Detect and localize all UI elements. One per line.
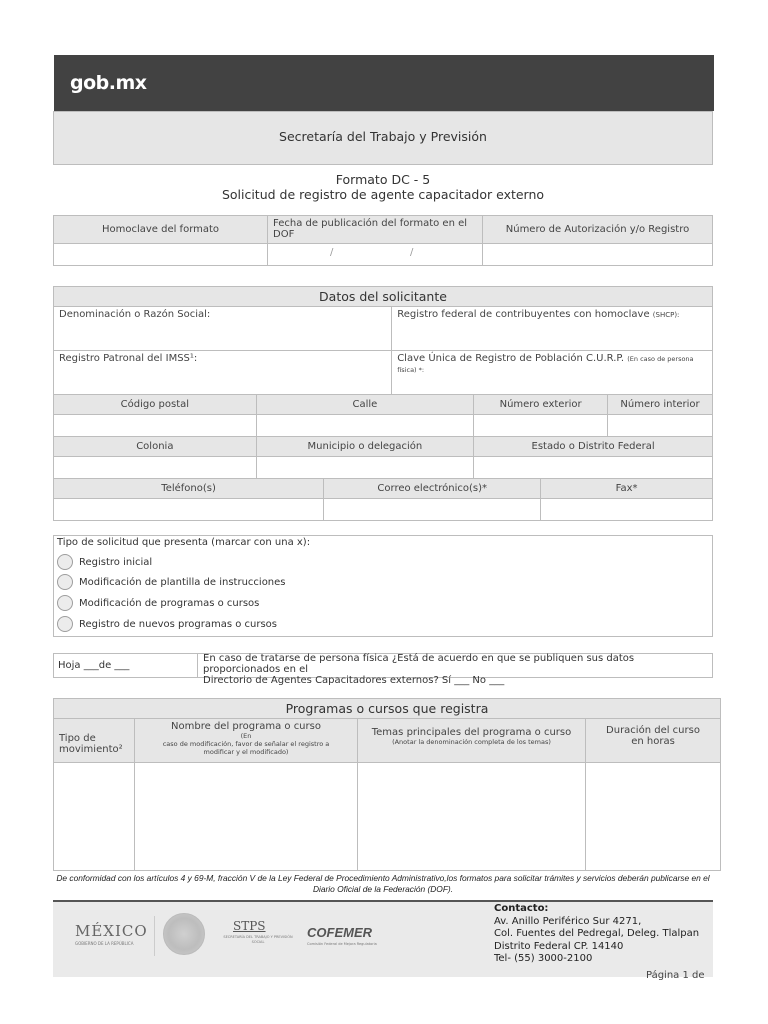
radio-button[interactable] <box>57 595 73 611</box>
homoclave-header: Homoclave del formato <box>54 216 268 244</box>
temas-note: (Anotar la denominación completa de los temas) <box>392 738 551 746</box>
calle-field[interactable] <box>256 415 473 437</box>
temas-field[interactable] <box>358 763 586 871</box>
programas-table <box>53 698 721 871</box>
option-label: Registro inicial <box>79 557 153 568</box>
colonia-field[interactable] <box>54 457 257 479</box>
temas-header <box>358 719 586 763</box>
curp-label: Clave Única de Registro de Población C.U.R.P. <box>397 353 625 364</box>
publicacion-question-text: En caso de tratarse de persona física ¿Está de acuerdo en que se publiquen sus datos proporcionados en el <box>203 653 635 675</box>
nombre-programa-field[interactable] <box>135 763 358 871</box>
razon-social-field[interactable] <box>54 307 392 351</box>
contact-phone: Tel- (55) 3000-2100 <box>494 953 593 964</box>
coat-of-arms-icon <box>163 913 205 955</box>
nombre-programa-note-2: caso de modificación, favor de señalar el registro a modificar y el modificado) <box>162 740 330 756</box>
mexico-logo: MÉXICO <box>75 922 148 940</box>
option-label: Registro de nuevos programas o cursos <box>79 619 278 630</box>
rfc-field[interactable] <box>392 307 713 351</box>
option-modificacion-programas[interactable] <box>57 595 259 611</box>
numero-exterior-field[interactable] <box>474 415 608 437</box>
tipo-solicitud-label: Tipo de solicitud que presenta (marcar con una x): <box>57 537 311 548</box>
secretaria-title: Secretaría del Trabajo y Previsión <box>279 129 487 144</box>
publicacion-question <box>203 653 673 686</box>
publicacion-question-cut: Directorio de Agentes Capacitadores externos? Sí ___ No ___ <box>203 675 505 686</box>
stps-logo-subtitle: SECRETARÍA DEL TRABAJO Y PREVISIÓN SOCIAL <box>223 935 293 944</box>
tipo-movimiento-field[interactable] <box>54 763 135 871</box>
nombre-programa-header <box>135 719 358 763</box>
secretaria-bar <box>53 111 713 165</box>
fecha-publicacion-header: Fecha de publicación del formato en el DOF <box>268 216 483 244</box>
temas-label: Temas principales del programa o curso <box>371 727 572 738</box>
logo-divider <box>154 916 155 956</box>
imss-label: Registro Patronal del IMSS¹: <box>59 353 198 364</box>
contact-address-1: Av. Anillo Periférico Sur 4271, <box>494 915 642 927</box>
numero-interior-header: Número interior <box>608 395 713 415</box>
colonia-header: Colonia <box>54 437 257 457</box>
option-nuevos-programas[interactable] <box>57 616 277 632</box>
curp-note: (En caso de persona física) *: <box>397 355 694 374</box>
format-table <box>53 215 713 266</box>
solicitante-section-title: Datos del solicitante <box>54 287 713 307</box>
date-separator: / <box>410 247 414 258</box>
correo-header: Correo electrónico(s)* <box>324 479 541 499</box>
nombre-programa-note: (En <box>240 732 252 740</box>
hoja-label: Hoja ___de ___ <box>58 660 130 671</box>
numero-interior-field[interactable] <box>608 415 713 437</box>
estado-header: Estado o Distrito Federal <box>474 437 713 457</box>
legal-note: De conformidad con los artículos 4 y 69-M, fracción V de la Ley Federal de Procedimiento Administrativo,los formatos para solicitar trámites y servicios deberán publicarse en el Diario Oficial de la Federación (DOF). <box>56 873 710 894</box>
rfc-note: (SHCP): <box>652 311 680 319</box>
option-registro-inicial[interactable] <box>57 554 152 570</box>
calle-header: Calle <box>256 395 473 415</box>
duracion-header: Duración del curso en horas <box>586 719 721 763</box>
duracion-field[interactable] <box>586 763 721 871</box>
radio-button[interactable] <box>57 616 73 632</box>
stps-logo: STPS <box>233 919 266 933</box>
option-label: Modificación de programas o cursos <box>79 598 260 609</box>
cofemer-logo-subtitle: Comisión Federal de Mejora Regulatoria <box>307 942 377 946</box>
fax-field[interactable] <box>541 499 713 521</box>
option-label: Modificación de plantilla de instrucciones <box>79 577 286 588</box>
telefono-field[interactable] <box>54 499 324 521</box>
rfc-label: Registro federal de contribuyentes con homoclave <box>397 309 650 320</box>
imss-field[interactable] <box>54 351 392 395</box>
contact-address-3: Distrito Federal CP. 14140 <box>494 940 624 952</box>
header-bar <box>54 55 714 111</box>
option-modificacion-plantilla[interactable] <box>57 574 286 590</box>
homoclave-field[interactable] <box>54 244 268 266</box>
fax-header: Fax* <box>541 479 713 499</box>
correo-field[interactable] <box>324 499 541 521</box>
form-title: Solicitud de registro de agente capacitador externo <box>221 187 545 202</box>
curp-field[interactable] <box>392 351 713 395</box>
razon-social-label: Denominación o Razón Social: <box>59 309 211 320</box>
format-code: Formato DC - 5 <box>335 172 431 187</box>
hoja-divider <box>197 653 198 678</box>
contact-title: Contacto: <box>494 903 549 914</box>
programas-section-title: Programas o cursos que registra <box>54 699 721 719</box>
fecha-publicacion-field[interactable] <box>268 244 483 266</box>
nombre-programa-label: Nombre del programa o curso <box>171 721 321 732</box>
radio-button[interactable] <box>57 554 73 570</box>
page-number: Página 1 de <box>646 970 705 981</box>
contact-info <box>494 903 699 966</box>
numero-exterior-header: Número exterior <box>474 395 608 415</box>
codigo-postal-header: Código postal <box>54 395 257 415</box>
tipo-movimiento-header <box>54 719 135 763</box>
cofemer-logo: COFEMER <box>307 925 372 940</box>
gobmx-logo: gob.mx <box>70 72 147 94</box>
solicitante-table <box>53 286 713 521</box>
numero-autorizacion-field[interactable] <box>483 244 713 266</box>
contact-address-2: Col. Fuentes del Pedregal, Deleg. Tlalpan <box>494 928 700 939</box>
date-separator: / <box>330 247 334 258</box>
numero-autorizacion-header: Número de Autorización y/o Registro <box>483 216 713 244</box>
tipo-movimiento-label: Tipo de movimiento² <box>59 732 123 755</box>
hoja-row <box>53 653 713 686</box>
radio-button[interactable] <box>57 574 73 590</box>
telefono-header: Teléfono(s) <box>54 479 324 499</box>
mexico-logo-subtitle: GOBIERNO DE LA REPÚBLICA <box>75 941 134 946</box>
codigo-postal-field[interactable] <box>54 415 257 437</box>
municipio-field[interactable] <box>256 457 473 479</box>
municipio-header: Municipio o delegación <box>256 437 473 457</box>
estado-field[interactable] <box>474 457 713 479</box>
